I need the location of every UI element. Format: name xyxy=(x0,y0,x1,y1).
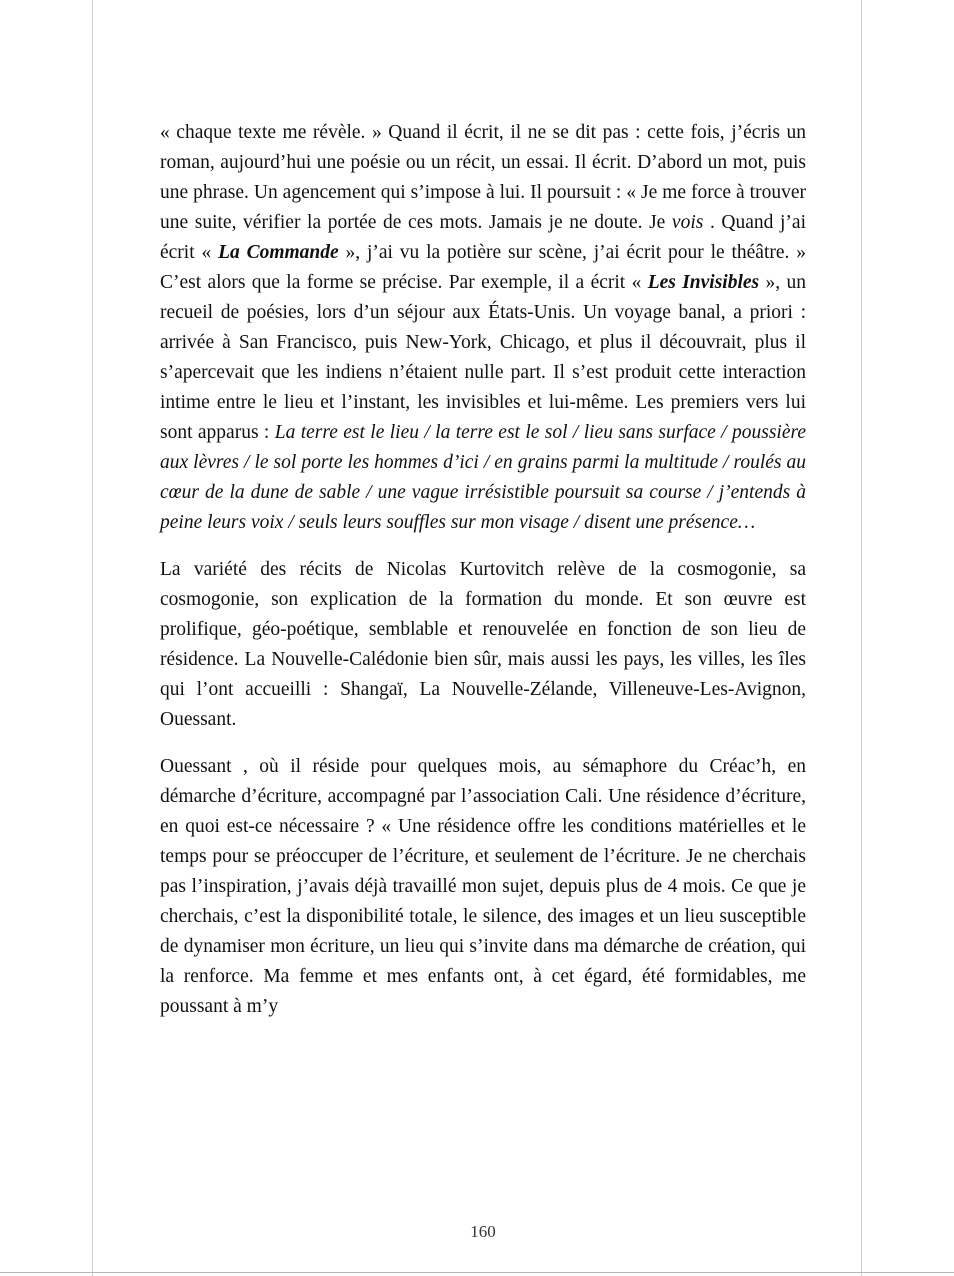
text-run: vois xyxy=(671,212,704,233)
text-run: La terre est le lieu / la terre est le sol / lieu sans surface / poussière aux lèvres / le sol porte les hommes d’ici / en grains parmi la multitude / roulés au cœur de la dune de sable / une vague irrésistible poursuit sa course / j’entends à peine leurs voix / seuls leurs souffles sur mon visage / disent une présence… xyxy=(160,422,806,533)
text-run: La variété des récits de Nicolas Kurtovitch relève de la cosmogonie, sa cosmogonie, son explication de la formation du monde. Et son œuvre est prolifique, géo-poétique, semblable et renouvelée en fonction de son lieu de résidence. La Nouvelle-Calédonie bien sûr, mais aussi les pays, les villes, les îles qui l’ont accueilli : Shangaï, La Nouvelle-Zélande, Villeneuve-Les-Avignon, Ouessant. xyxy=(160,559,806,730)
page-edge-bottom xyxy=(0,1272,954,1273)
text-run: », j’ai vu la potière sur scène, j’ai écrit pour le théâtre. » C’est alors que la forme se précise. Par exemple, il a écrit « xyxy=(160,242,806,293)
page-edge-right xyxy=(861,0,862,1276)
text-run: . Quand j’ai écrit « xyxy=(160,212,806,263)
paragraph xyxy=(160,555,806,735)
page-number: 160 xyxy=(470,1222,496,1241)
paragraph xyxy=(160,118,806,538)
page-edge-left xyxy=(92,0,93,1276)
text-run: La Commande xyxy=(218,242,339,263)
text-run: « chaque texte me révèle. » Quand il écrit, il ne se dit pas : cette fois, j’écris un roman, aujourd’hui une poésie ou un récit, un essai. Il écrit. D’abord un mot, puis une phrase. Un agencement qui s’impose à lui. Il poursuit : « Je me force à trouver une suite, vérifier la portée de ces mots. Jamais je ne doute. Je xyxy=(160,122,806,233)
page-body xyxy=(160,118,806,1039)
text-run: », un recueil de poésies, lors d’un séjour aux États-Unis. Un voyage banal, a priori : arrivée à San Francisco, puis New-York, Chicago, et plus il découvrait, plus il s’apercevait que les indiens n’étaient nulle part. Il s’est produit cette interaction intime entre le lieu et l’instant, les invisibles et lui-même. Les premiers vers lui sont apparus : xyxy=(160,272,806,443)
text-run: Les Invisibles xyxy=(647,272,760,293)
text-run: Ouessant , où il réside pour quelques mois, au sémaphore du Créac’h, en démarche d’écriture, accompagné par l’association Cali. Une résidence d’écriture, en quoi est-ce nécessaire ? « Une résidence offre les conditions matérielles et le temps pour se préoccuper de l’écriture, et seulement de l’écriture. Je ne cherchais pas l’inspiration, j’avais déjà travaillé mon sujet, depuis plus de 4 mois. Ce que je cherchais, c’est la disponibilité totale, le silence, des images et un lieu susceptible de dynamiser mon écriture, un lieu qui s’invite dans ma démarche de création, qui la renforce. Ma femme et mes enfants ont, à cet égard, été formidables, me poussant à m’y xyxy=(160,756,806,1017)
paragraph xyxy=(160,752,806,1022)
